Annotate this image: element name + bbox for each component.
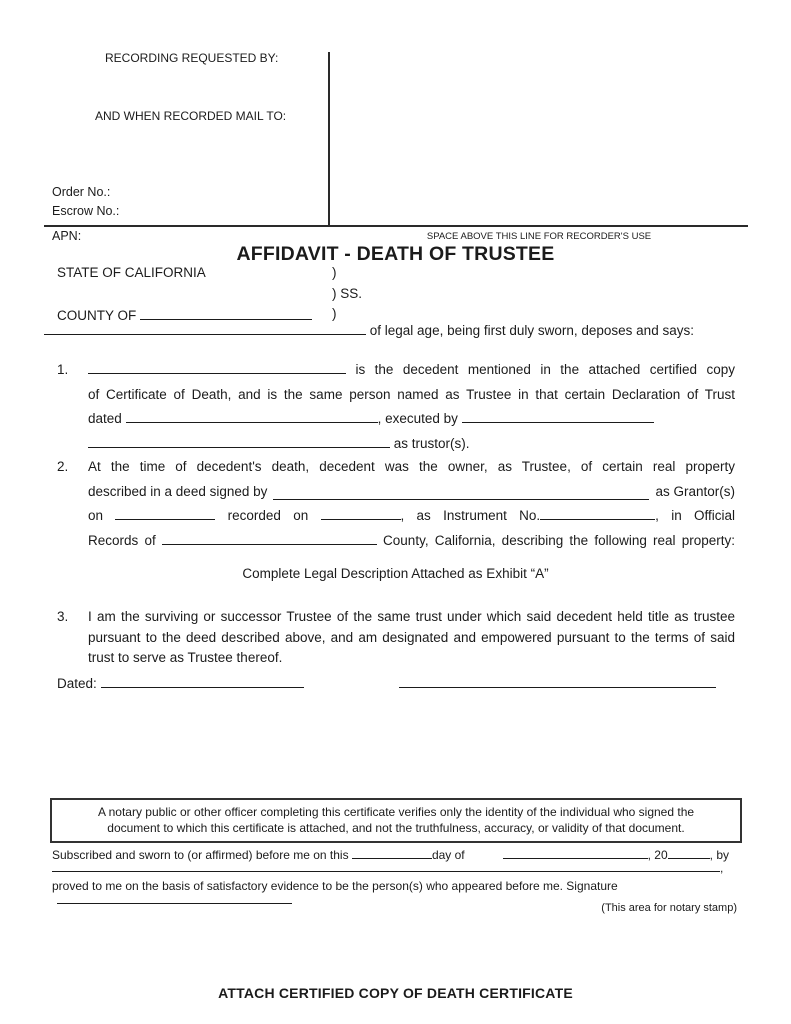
apn-label: APN:: [52, 229, 82, 243]
item-2-line-4: [88, 529, 735, 554]
recorder-rule-line: [44, 225, 748, 227]
item-2-line-1: At the time of decedent's death, decedent was the owner, as Trustee, of certain real property: [88, 459, 735, 474]
recording-requested-by-label: RECORDING REQUESTED BY:: [105, 51, 279, 65]
item-1: [57, 358, 735, 456]
item-2: [57, 455, 735, 553]
notary-notice-line-1: A notary public or other officer completing this certificate verifies only the identity of the individual who signed the: [97, 805, 695, 819]
item-1-lines: [88, 358, 735, 456]
dated-label: Dated:: [57, 676, 97, 691]
item-3-number: 3.: [57, 609, 69, 624]
blank-notary-signature: [57, 892, 292, 904]
blank-month: [503, 847, 648, 859]
escrow-no-label: Escrow No.:: [52, 204, 120, 218]
blank-grantor-name: [273, 486, 649, 500]
blank-decedent-name: [88, 360, 346, 374]
notary-notice-box: [50, 798, 742, 843]
blank-instrument-no: [540, 506, 655, 520]
mail-to-label: AND WHEN RECORDED MAIL TO:: [95, 109, 287, 123]
county-label: COUNTY OF: [57, 308, 137, 323]
item-2-county-text: County, California, describing the following real property:: [383, 532, 735, 548]
item-2-instrument: , as Instrument No.: [400, 508, 541, 523]
blank-trust-date: [126, 409, 378, 423]
item-1-line-1-text: is the decedent mentioned in the attached certified copy: [355, 362, 735, 377]
blank-appearer-names: [52, 860, 720, 872]
venue-paren-1: ): [332, 265, 337, 280]
item-3-text: I am the surviving or successor Trustee of the same trust under which said decedent held title as trustee pursuant to the deed described above, and am designated and empowered pursuant to the terms of said trust to serve as Trustee thereof.: [88, 609, 735, 665]
jurat-comma: ,: [720, 861, 724, 875]
jurat-line-3: proved to me on the basis of satisfactory evidence to be the person(s) who appeared before me. Signature: [52, 879, 618, 893]
item-2-on: on: [88, 508, 104, 523]
recorder-use-note: SPACE ABOVE THIS LINE FOR RECORDER'S USE: [426, 231, 652, 242]
item-1-dated-label: dated: [88, 411, 122, 426]
jurat-by: , by: [709, 848, 729, 862]
recorder-box-divider-line: [328, 52, 330, 226]
item-1-line-3: [88, 407, 735, 432]
item-2-recorded-on: recorded on: [227, 508, 309, 523]
item-2-lines: [88, 455, 735, 553]
notary-notice-line-2: document to which this certificate is attached, and not the truthfulness, accuracy, or validity of that document.: [107, 821, 685, 835]
jurat-day-of: day of: [431, 848, 465, 862]
blank-county-records: [162, 531, 377, 545]
exhibit-note: Complete Legal Description Attached as Exhibit “A”: [242, 566, 549, 581]
jurat-sworn-text: Subscribed and sworn to (or affirmed) before me on this: [52, 848, 349, 862]
blank-trustor-2: [88, 434, 390, 448]
page-title: AFFIDAVIT - DEATH OF TRUSTEE: [236, 243, 555, 265]
intro-row: [44, 321, 694, 338]
item-1-number: 1.: [57, 362, 69, 377]
item-1-line-2: of Certificate of Death, and is the same person named as Trustee in that certain Declaration of Trust: [88, 386, 735, 402]
footer-instruction: ATTACH CERTIFIED COPY OF DEATH CERTIFICATE: [218, 985, 573, 1001]
item-2-records-of: Records of: [88, 532, 156, 548]
order-no-label: Order No.:: [52, 185, 111, 199]
blank-dated: [101, 674, 304, 688]
item-2-line-2: [88, 480, 735, 505]
blank-recording-date: [321, 506, 401, 520]
dated-row: [57, 674, 735, 691]
item-1-line-1: [88, 358, 735, 383]
blank-deed-date: [115, 506, 215, 520]
state-label: STATE OF CALIFORNIA: [57, 265, 206, 280]
item-2-official: , in Official: [655, 508, 735, 523]
jurat-year-prefix: , 20: [647, 848, 668, 862]
item-3: [57, 607, 735, 669]
venue-paren-3: ): [332, 306, 337, 321]
jurat-line-4: [57, 891, 292, 909]
blank-trustor-1: [462, 409, 654, 423]
blank-affiant-name: [44, 321, 366, 335]
item-2-grantors-text: as Grantor(s): [655, 483, 735, 499]
item-2-number: 2.: [57, 459, 69, 474]
item-1-trustors-text: as trustor(s).: [393, 435, 470, 451]
item-1-line-4: [88, 432, 735, 457]
notary-stamp-note: (This area for notary stamp): [601, 902, 737, 914]
item-2-signed-by: described in a deed signed by: [88, 483, 268, 499]
blank-year: [668, 847, 710, 859]
intro-text: of legal age, being first duly sworn, deposes and says:: [369, 323, 694, 338]
blank-county-venue: [140, 306, 312, 320]
venue-ss: ) SS.: [332, 286, 363, 301]
blank-affiant-signature: [399, 674, 716, 688]
item-1-executed-by: , executed by: [377, 411, 458, 426]
blank-day: [352, 847, 432, 859]
item-2-line-3: [88, 504, 735, 529]
jurat-line-2: [52, 860, 723, 875]
